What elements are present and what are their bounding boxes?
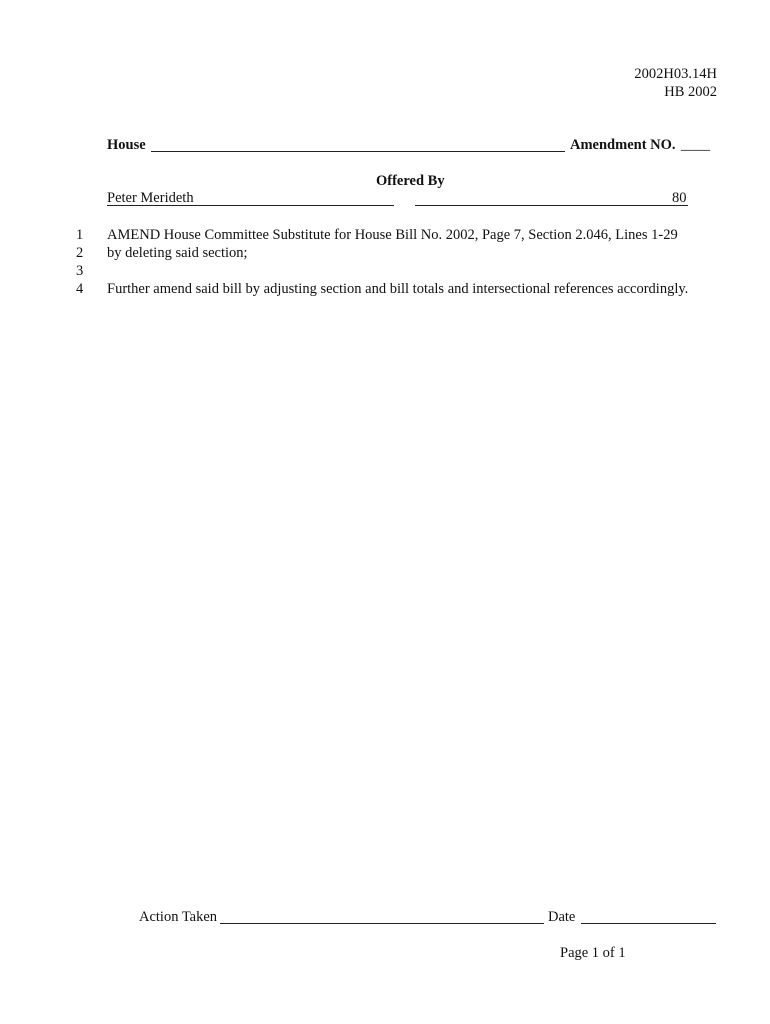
amendment-number-label: Amendment NO. <box>570 137 676 153</box>
body-line-text: by deleting said section; <box>107 245 248 261</box>
offered-by-heading: Offered By <box>376 173 445 189</box>
sponsor-name: Peter Merideth <box>107 190 194 206</box>
district-line <box>415 205 688 206</box>
line-number: 3 <box>76 263 84 279</box>
amendment-number-blank: ____ <box>681 137 710 153</box>
line-number: 1 <box>76 227 84 243</box>
district-number: 80 <box>672 190 687 206</box>
action-taken-label: Action Taken <box>139 909 218 925</box>
line-number: 4 <box>76 281 84 297</box>
house-label: House <box>107 137 146 153</box>
house-blank-line <box>151 151 565 152</box>
action-taken-line <box>220 923 544 924</box>
document-code: 2002H03.14H <box>634 66 717 82</box>
date-label: Date <box>548 909 576 925</box>
body-line-text: AMEND House Committee Substitute for House Bill No. 2002, Page 7, Section 2.046, Lines 1-29 <box>107 227 678 243</box>
page-number: Page 1 of 1 <box>560 945 626 961</box>
line-number: 2 <box>76 245 84 261</box>
body-line-text: Further amend said bill by adjusting section and bill totals and intersectional references accordingly. <box>107 281 689 297</box>
bill-number: HB 2002 <box>664 84 717 100</box>
date-line <box>581 923 716 924</box>
